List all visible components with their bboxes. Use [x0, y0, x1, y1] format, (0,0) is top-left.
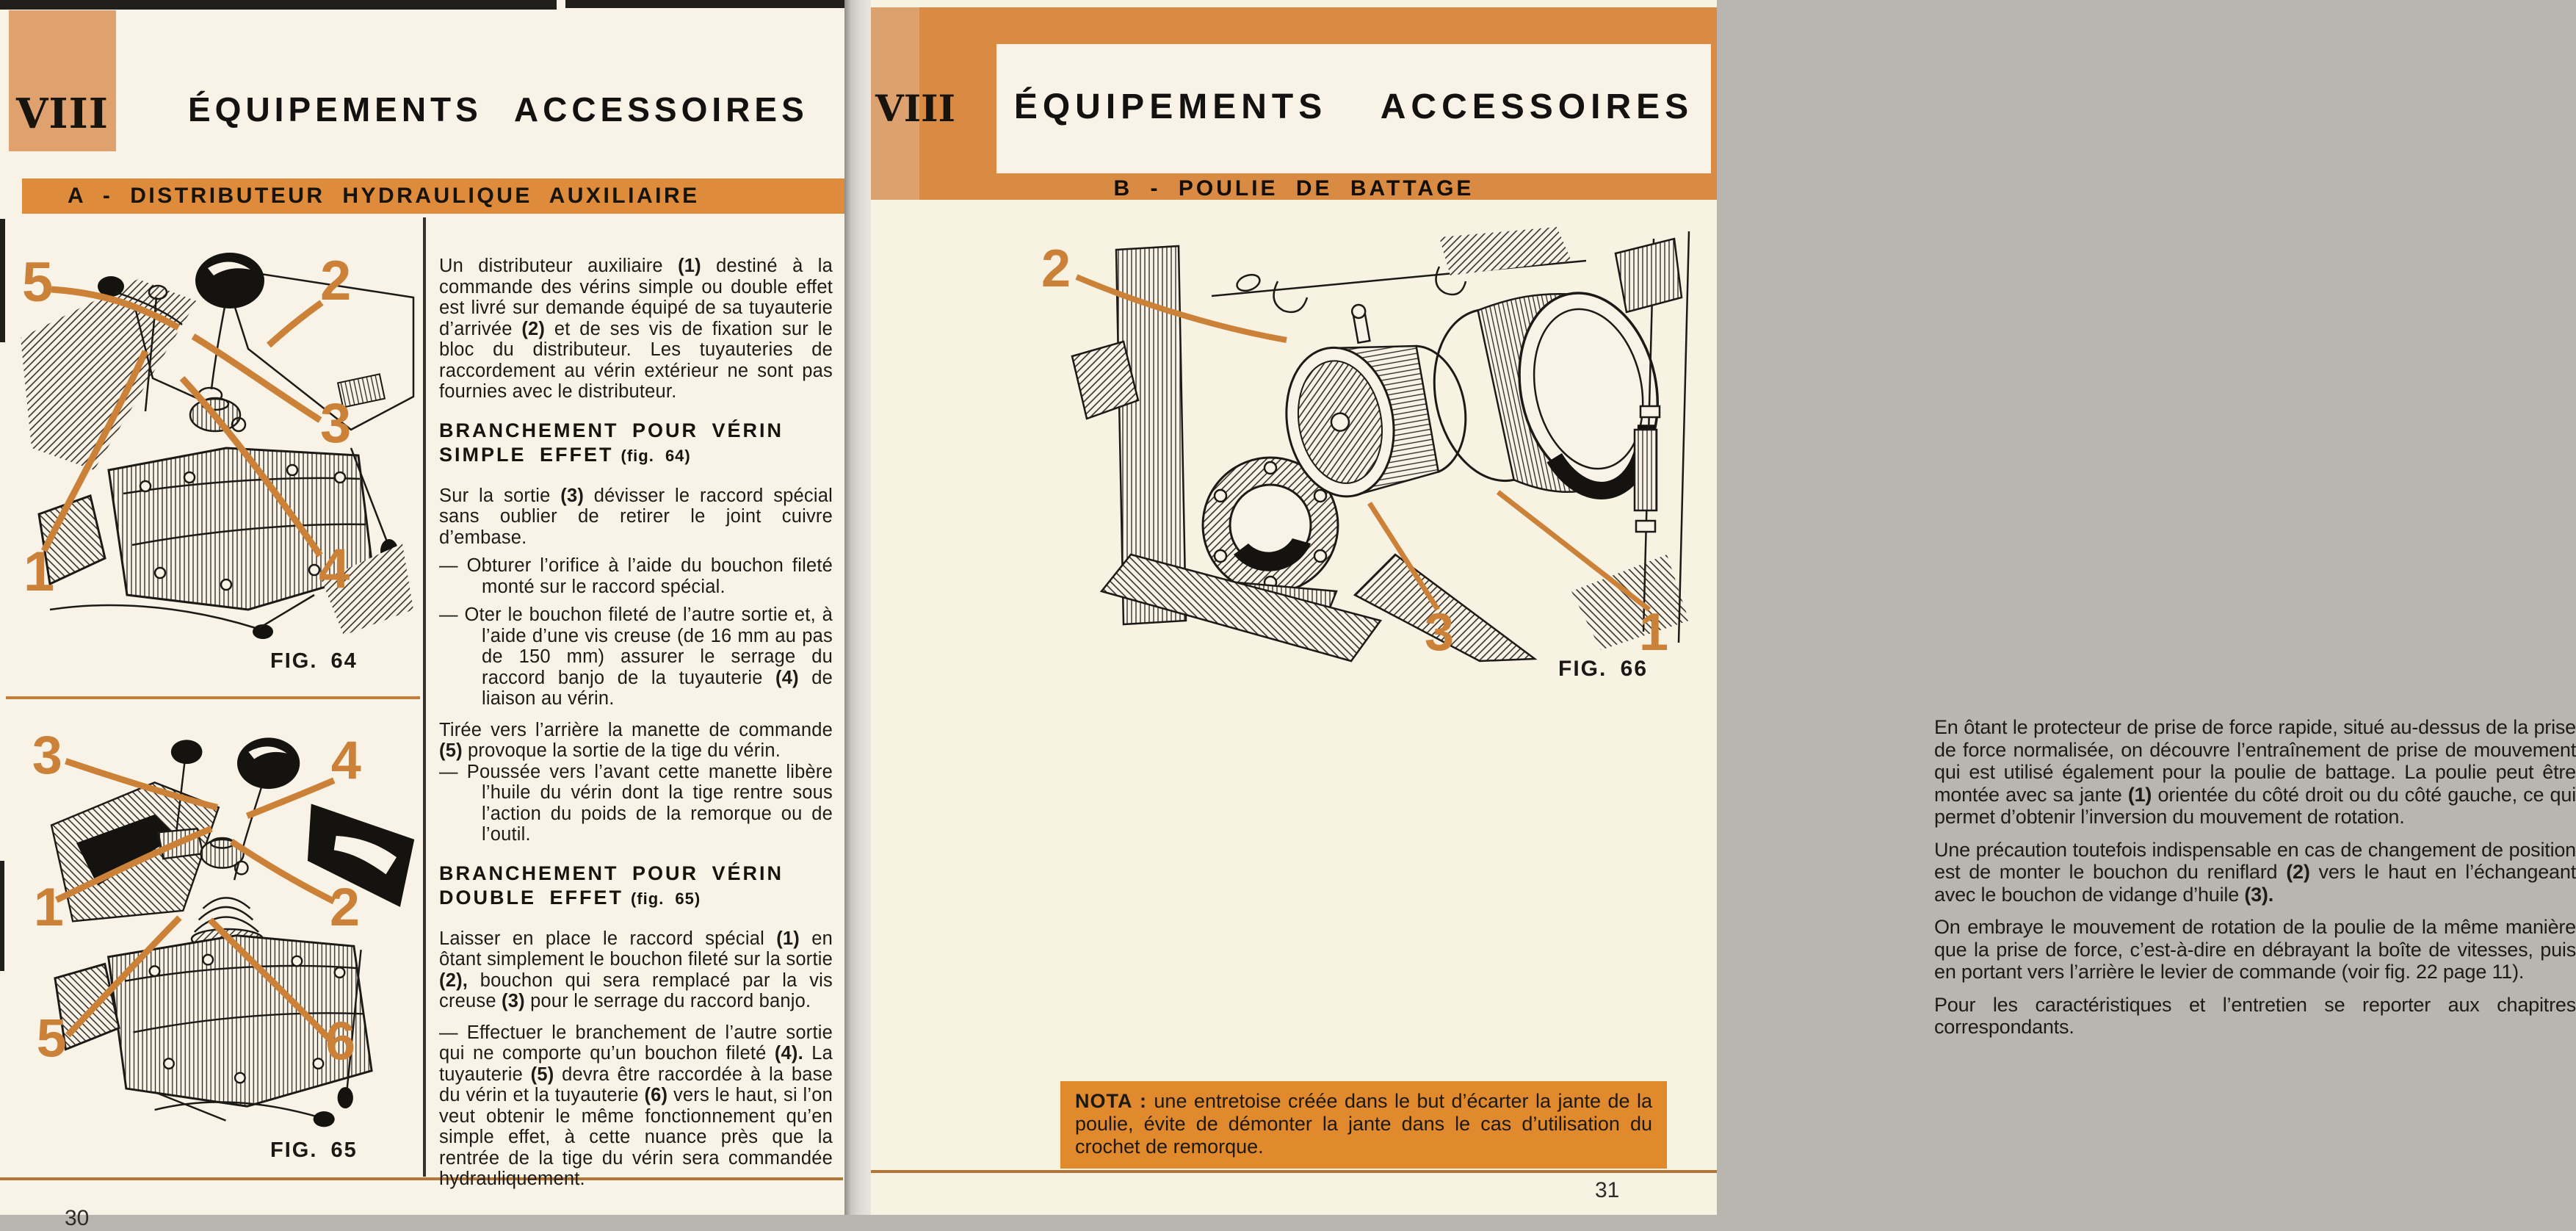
- figure-64-illustration: [6, 228, 422, 648]
- figure-64-caption: FIG. 64: [270, 649, 358, 673]
- nota-text: une entretoise créée dans le but d’écarter la jante de la poulie, évite de démonter la jante dans le cas d’utilisation du crochet de remorque.: [1075, 1090, 1652, 1158]
- chapter-tab: [9, 10, 116, 151]
- scan-edge-left: [0, 219, 5, 342]
- figure-reference: (fig. 64): [621, 446, 691, 465]
- fig65-callout-2: 2: [329, 876, 360, 938]
- paragraph-intro: Un distributeur auxiliaire (1) destiné à la commande des vérins simple ou double effet est livré sur demande équipé de sa tuyauterie d’arrivée (2) et de ses vis de fixation sur le bloc du distributeur. Les tuyauteries de raccordement au vérin extérieur ne sont pas fournies avec le distributeur.: [439, 256, 833, 402]
- figure-66-caption: FIG. 66: [1558, 657, 1649, 681]
- page-number-left: 30: [65, 1206, 90, 1230]
- figure-66: [1028, 209, 1717, 661]
- list-item: — Obturer l’orifice à l’aide du bouchon fileté monté sur le raccord spécial.: [439, 555, 833, 597]
- chapter-number: VIII: [15, 90, 109, 138]
- figure-65-caption: FIG. 65: [270, 1138, 358, 1162]
- scan-edge-top-2: [565, 0, 844, 8]
- figure-66-illustration: [1028, 209, 1717, 661]
- fig65-callout-6: 6: [325, 1010, 356, 1072]
- list-item: — Effectuer le branchement de l’autre sortie qui ne comporte qu’un bouchon fileté (4). La tuyauterie (5) devra être raccordée à la base du vérin et la tuyauterie (6) vers le haut, si l’on veut obtenir le même fonctionnement qu’en simple effet, à cette nuance près que la rentrée de la tige du vérin sera commandée hydrauliquement.: [439, 1022, 833, 1189]
- heading-simple-effet: BRANCHEMENT POUR VÉRIN SIMPLE EFFET (fig. 64): [439, 419, 784, 466]
- figure-65-illustration: [6, 722, 422, 1135]
- paragraph: On embraye le mouvement de rotation de la poulie de la même manière que la prise de force, c’est-à-dire en débrayant la boîte de vitesses, puis en portant vers l’arrière le levier de commande (voir fig. 22 page 11).: [1934, 916, 2576, 983]
- list-item: — Oter le bouchon fileté de l’autre sortie et, à l’aide d’une vis creuse (de 16 mm au pas de 150 mm) assurer le serrage du raccord banjo de la tuyauterie (4) de liaison au vérin.: [439, 604, 833, 709]
- paragraph: Sur la sortie (3) dévisser le raccord spécial sans oublier de retirer le joint cuivre d’embase.: [439, 485, 833, 548]
- nota-box: [1060, 1081, 1667, 1169]
- figure-divider-rule: [6, 696, 420, 699]
- fig66-callout-1: 1: [1639, 603, 1669, 662]
- heading-double-effet: BRANCHEMENT POUR VÉRIN DOUBLE EFFET (fig. 65): [439, 862, 784, 909]
- fig66-callout-3: 3: [1425, 603, 1455, 662]
- page-gutter: [844, 0, 871, 1215]
- section-banner-label: B - POULIE DE BATTAGE: [1113, 176, 1475, 201]
- fig64-callout-4: 4: [319, 538, 350, 600]
- section-banner-label: A - DISTRIBUTEUR HYDRAULIQUE AUXILIAIRE: [68, 184, 700, 208]
- page-title: ÉQUIPEMENTS ACCESSOIRES: [1013, 87, 1694, 126]
- fig65-callout-1: 1: [33, 876, 64, 938]
- right-footer-rule: [871, 1170, 1717, 1173]
- figure-reference: (fig. 65): [631, 889, 701, 908]
- scan-edge-left-2: [0, 861, 4, 971]
- fig66-callout-2: 2: [1041, 239, 1071, 298]
- nota-label: NOTA :: [1075, 1090, 1147, 1112]
- right-page: [871, 0, 2576, 1215]
- left-page: [0, 0, 844, 1230]
- fig65-callout-5: 5: [36, 1007, 67, 1069]
- header-band: [871, 7, 1717, 200]
- list-item: — Poussée vers l’avant cette manette libère l’huile du vérin dont la tige rentre sous l’action du poids de la remorque ou de l’outil.: [439, 761, 833, 845]
- right-text-column: [1934, 716, 2576, 1049]
- paragraph: Pour les caractéristiques et l’entretien se reporter aux chapitres correspondants.: [1934, 993, 2576, 1038]
- title-box: [996, 44, 1711, 173]
- fig64-callout-3: 3: [320, 392, 352, 455]
- figure-64: [6, 228, 422, 648]
- left-text-column: [439, 256, 833, 1200]
- figure-65: [6, 722, 422, 1135]
- paragraph: En ôtant le protecteur de prise de force rapide, situé au-dessus de la prise de force normalisée, on découvre l’entraînement de prise de mouvement qui est utilisé également pour la poulie de battage. La poulie peut être montée avec sa jante (1) orientée du côté droit ou du côté gauche, ce qui permet d’obtenir l’inversion du mouvement de rotation.: [1934, 716, 2576, 828]
- fig64-callout-2: 2: [320, 250, 352, 312]
- paragraph: Laisser en place le raccord spécial (1) en ôtant simplement le bouchon fileté sur la sortie (2), bouchon qui sera remplacé par la vis creuse (3) pour le serrage du raccord banjo.: [439, 928, 833, 1011]
- fig65-callout-3: 3: [32, 723, 62, 785]
- section-banner: [22, 178, 844, 214]
- page-title: ÉQUIPEMENTS ACCESSOIRES: [188, 90, 808, 129]
- chapter-number: VIII: [875, 87, 955, 130]
- fig64-callout-5: 5: [22, 251, 54, 314]
- scan-edge-top: [0, 0, 557, 10]
- fig64-callout-1: 1: [23, 541, 55, 603]
- column-divider: [423, 217, 426, 1177]
- fig65-callout-4: 4: [330, 729, 361, 791]
- paragraph: Tirée vers l’arrière la manette de commande (5) provoque la sortie de la tige du vérin.: [439, 719, 833, 761]
- page-number-right: 31: [1595, 1178, 1620, 1202]
- paragraph: Une précaution toutefois indispensable en cas de changement de position est de monter le bouchon du reniflard (2) vers le haut en l’échangeant avec le bouchon de vidange d’huile (3).: [1934, 838, 2576, 906]
